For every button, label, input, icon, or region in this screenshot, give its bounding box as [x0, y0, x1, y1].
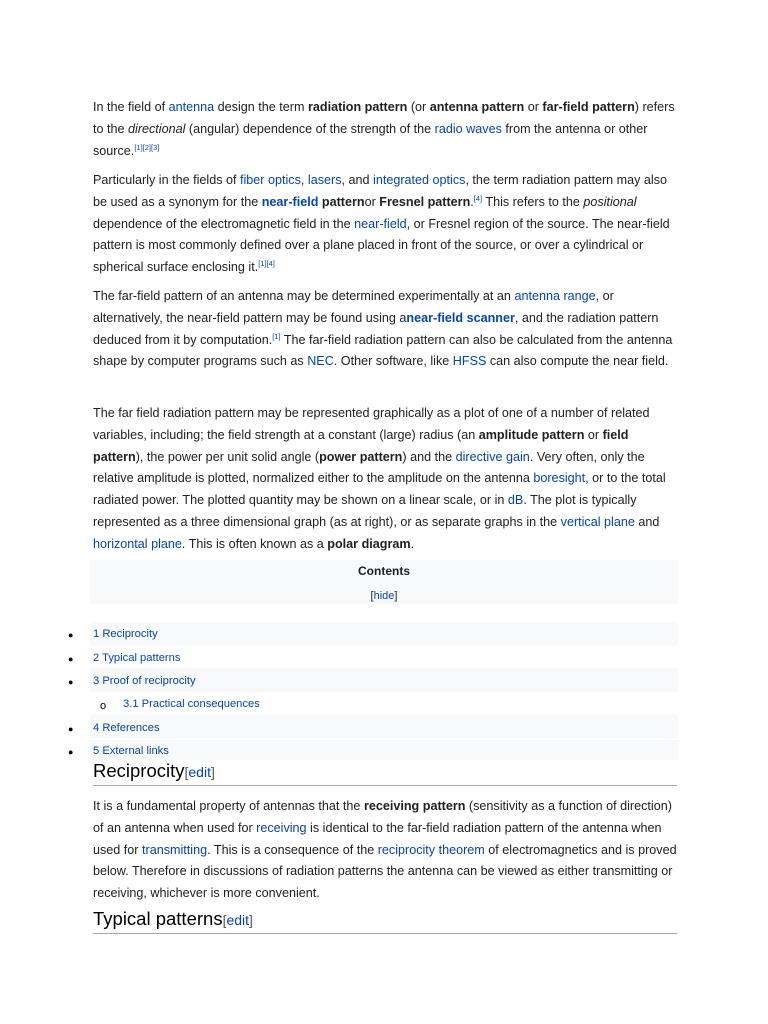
text: can also compute the near field.: [486, 354, 669, 369]
text: and: [634, 514, 660, 529]
text: (sensitivity as a function of direction) of an antenna when used for: [93, 799, 672, 835]
term-field-pattern: field pattern: [93, 427, 629, 464]
text: , the term radiation pattern may also be used as a synonym for the: [93, 173, 668, 209]
bracket: [: [370, 590, 374, 602]
text: design the term: [214, 100, 308, 114]
link-hfss[interactable]: HFSS: [452, 354, 487, 369]
link-db[interactable]: dB: [507, 493, 524, 508]
text: from the antenna or other source.: [93, 121, 648, 158]
bullet-icon: ●: [68, 654, 74, 664]
bullet-icon: ●: [68, 630, 74, 640]
link-radio-waves[interactable]: radio waves: [434, 121, 502, 136]
text: . This is a consequence of the: [207, 842, 378, 857]
link-receiving[interactable]: receiving: [256, 820, 307, 835]
toc-item-typical-patterns[interactable]: 2 Typical patterns: [93, 652, 181, 664]
term-polar-diagram: polar diagram: [327, 536, 411, 551]
text: . Other software, like: [333, 354, 453, 369]
toc-item-proof-of-reciprocity[interactable]: 3 Proof of reciprocity: [93, 675, 196, 687]
term-directional: directional: [128, 121, 186, 136]
link-lasers[interactable]: lasers: [307, 173, 342, 187]
heading-text: Typical patterns: [93, 908, 223, 929]
text: ) refers to the: [93, 100, 675, 136]
text: The far-field radiation pattern can also be calculated from the antenna shape by computer programs such as: [93, 332, 673, 369]
text: , or to the total radiated power. The plotted quantity may be shown on a linear scale, or in: [93, 471, 666, 508]
toc-header: [90, 560, 678, 604]
link-antenna-range[interactable]: antenna range: [514, 289, 596, 303]
link-near-field-scanner[interactable]: near-field scanner: [406, 310, 515, 325]
citation-ref[interactable]: [1][4]: [258, 259, 275, 269]
text: , or alternatively, the near-field pattern may be found using a: [93, 289, 614, 325]
text: , and the radiation pattern deduced from it by computation.: [93, 310, 659, 347]
toc-hide-control: [90, 590, 678, 602]
text: .: [470, 194, 474, 209]
link-vertical-plane[interactable]: vertical plane: [560, 514, 635, 529]
term-amplitude-pattern: amplitude pattern: [478, 427, 585, 442]
link-nec[interactable]: NEC: [307, 354, 334, 369]
link-near-field-bold[interactable]: near-field: [261, 194, 319, 209]
text: The far-field pattern of an antenna may be determined experimentally at an: [93, 289, 515, 303]
bullet-icon: ●: [68, 724, 74, 734]
link-fiber-optics[interactable]: fiber optics: [240, 173, 301, 187]
term-power-pattern: power pattern: [319, 449, 403, 464]
text: , or Fresnel region of the source. The near-field pattern is most commonly defined over a plane placed in front of the source, or over a cylindrical or spherical surface enclosing it.: [93, 216, 670, 275]
text: or: [584, 427, 603, 442]
text: or: [524, 100, 543, 114]
text: . This is often known as a: [181, 536, 328, 551]
toc-item-references[interactable]: 4 References: [93, 722, 160, 734]
link-transmitting[interactable]: transmitting: [142, 842, 208, 857]
toc-item-external-links[interactable]: 5 External links: [93, 745, 169, 757]
link-integrated-optics[interactable]: integrated optics: [373, 173, 466, 187]
term-receiving-pattern: receiving pattern: [363, 799, 466, 813]
edit-link-typical-patterns[interactable]: edit: [226, 912, 250, 928]
text: dependence of the electromagnetic field in the: [93, 216, 355, 231]
reciprocity-paragraph: [93, 796, 679, 905]
circle-bullet-icon: o: [100, 700, 107, 712]
link-reciprocity-theorem[interactable]: reciprocity theorem: [377, 842, 485, 857]
citation-ref[interactable]: [1]: [272, 331, 281, 341]
text: The far field radiation pattern may be represented graphically as a plot of one of a number of related variables, including; the field strength at a constant (large) radius (an: [93, 406, 650, 442]
text: ) and the: [402, 449, 456, 464]
text: It is a fundamental property of antennas that the: [93, 799, 364, 813]
edit-link-reciprocity[interactable]: edit: [188, 764, 211, 780]
section-heading-typical-patterns: [93, 908, 677, 934]
text: (or: [407, 100, 430, 114]
link-near-field[interactable]: near-field: [354, 216, 407, 231]
link-boresight[interactable]: boresight: [533, 471, 586, 486]
link-antenna[interactable]: antenna: [168, 100, 215, 114]
text: This refers to the: [482, 194, 584, 209]
text: ), the power per unit solid angle (: [135, 449, 320, 464]
toc-row-bg: [90, 740, 678, 760]
bullet-icon: ●: [68, 677, 74, 687]
bracket: ]: [394, 590, 398, 602]
text: . Very often, only the relative amplitude is plotted, normalized either to the amplitude on the antenna: [93, 449, 645, 486]
term-positional: positional: [583, 194, 637, 209]
term-fresnel-pattern: Fresnel pattern: [379, 194, 471, 209]
measurement-paragraph: [93, 286, 679, 373]
term-far-field-pattern: far-field pattern: [542, 100, 635, 114]
link-directive-gain[interactable]: directive gain: [455, 449, 530, 464]
term-radiation-pattern: radiation pattern: [307, 100, 408, 114]
toc-hide-link[interactable]: hide: [373, 590, 395, 602]
term-pattern: pattern: [318, 194, 365, 209]
bracket: [: [222, 912, 227, 928]
text: .: [410, 536, 415, 551]
text: Particularly in the fields of: [93, 173, 240, 187]
citation-ref[interactable]: [4]: [473, 193, 483, 203]
toc-item-reciprocity[interactable]: 1 Reciprocity: [93, 628, 158, 640]
link-horizontal-plane[interactable]: horizontal plane: [93, 536, 182, 551]
text: is identical to the far-field radiation pattern of the antenna when used for: [93, 820, 662, 857]
text: (angular) dependence of the strength of the: [185, 121, 435, 136]
bullet-icon: ●: [68, 747, 74, 757]
intro-paragraph: [93, 97, 679, 162]
citation-ref[interactable]: [1][2][3]: [134, 142, 160, 152]
bracket: ]: [249, 912, 253, 928]
toc-item-practical-consequences[interactable]: 3.1 Practical consequences: [123, 698, 260, 710]
toc-title: Contents: [358, 564, 410, 578]
text: In the field of: [93, 100, 169, 114]
section-heading-reciprocity: [93, 760, 677, 786]
toc-row-bg: [90, 714, 678, 738]
toc-row-bg: [90, 622, 678, 646]
text: of electromagnetics and is proved below. Therefore in discussions of radiation patterns the antenna can be viewed as either transmitting or receiving, whichever is more convenient.: [93, 842, 677, 901]
text: ,: [300, 173, 308, 187]
text: . The plot is typically represented as a three dimensional graph (as at right), or as separate graphs in the: [93, 493, 637, 529]
text: , and: [341, 173, 374, 187]
optics-paragraph: [93, 170, 679, 279]
term-antenna-pattern: antenna pattern: [429, 100, 525, 114]
representation-paragraph: [93, 403, 679, 556]
bracket: [: [184, 764, 189, 780]
heading-text: Reciprocity: [93, 760, 185, 781]
text: or: [364, 194, 380, 209]
bracket: ]: [210, 764, 215, 780]
